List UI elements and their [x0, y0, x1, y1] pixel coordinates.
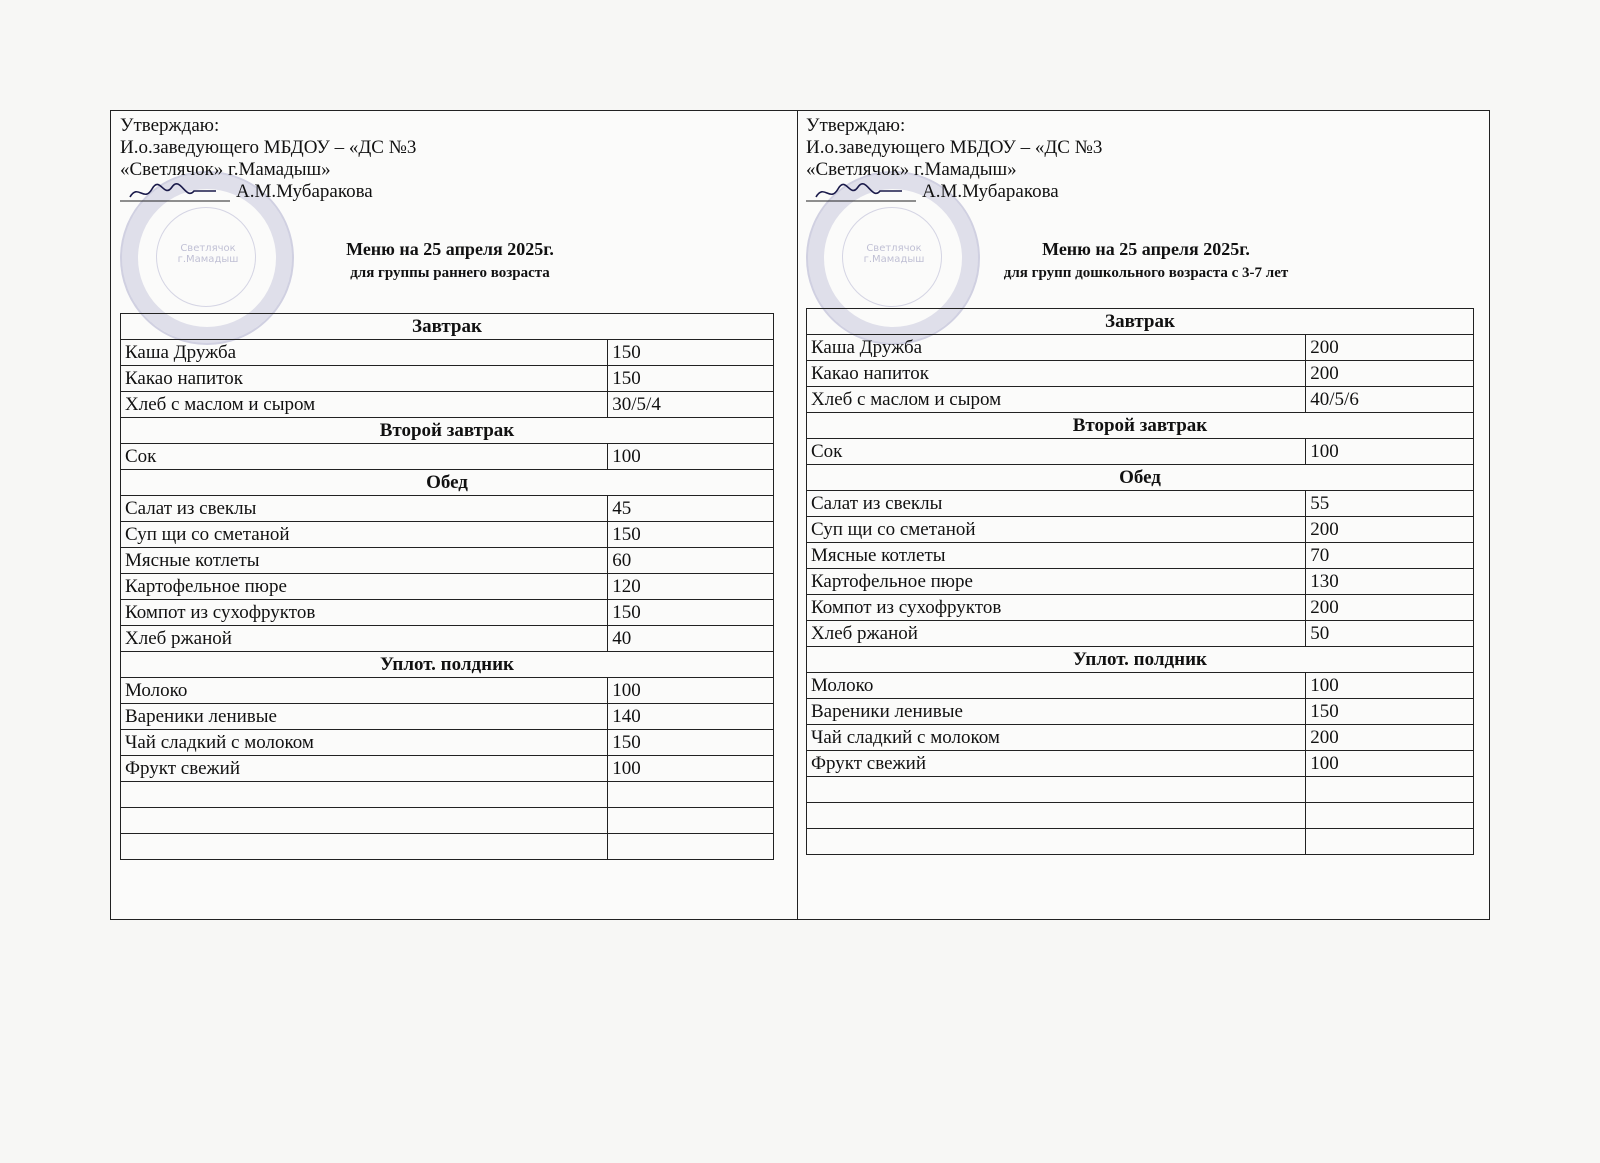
approval-organization: «Светлячок» г.Мамадыш»	[120, 159, 331, 180]
dish-name: Картофельное пюре	[807, 569, 1306, 595]
portion-size: 50	[1306, 621, 1474, 647]
table-row	[121, 340, 774, 366]
dish-name: Фрукт свежий	[807, 751, 1306, 777]
signature-line	[806, 181, 1102, 203]
table-row	[807, 803, 1474, 829]
portion-size	[1306, 829, 1474, 855]
menu-sheet	[110, 110, 1490, 920]
section-title: Обед	[807, 465, 1474, 491]
portion-size: 200	[1306, 595, 1474, 621]
table-row	[121, 366, 774, 392]
portion-size: 45	[608, 496, 774, 522]
dish-name: Вареники ленивые	[121, 704, 608, 730]
stamp-text: Светлячок г.Мамадыш	[863, 243, 925, 265]
dish-name	[807, 777, 1306, 803]
dish-name: Хлеб ржаной	[807, 621, 1306, 647]
approval-block	[806, 115, 1102, 203]
portion-size: 150	[608, 522, 774, 548]
table-row	[807, 673, 1474, 699]
dish-name: Вареники ленивые	[807, 699, 1306, 725]
portion-size	[608, 808, 774, 834]
section-row	[807, 309, 1474, 335]
section-title: Обед	[121, 470, 774, 496]
section-row	[121, 418, 774, 444]
approval-position: И.о.заведующего МБДОУ – «ДС №3	[806, 137, 1103, 158]
portion-size: 100	[1306, 439, 1474, 465]
stamp-text: Светлячок г.Мамадыш	[177, 243, 239, 265]
table-row	[121, 808, 774, 834]
table-row	[807, 439, 1474, 465]
table-row	[807, 569, 1474, 595]
portion-size: 150	[608, 600, 774, 626]
menu-table	[806, 308, 1474, 855]
portion-size: 200	[1306, 335, 1474, 361]
portion-size	[608, 782, 774, 808]
dish-name	[807, 829, 1306, 855]
section-title: Уплот. полдник	[807, 647, 1474, 673]
dish-name: Компот из сухофруктов	[807, 595, 1306, 621]
portion-size: 30/5/4	[608, 392, 774, 418]
dish-name	[121, 782, 608, 808]
table-row	[121, 678, 774, 704]
table-row	[807, 517, 1474, 543]
portion-size: 40/5/6	[1306, 387, 1474, 413]
table-row	[807, 335, 1474, 361]
table-row	[121, 392, 774, 418]
menu-heading	[280, 237, 620, 285]
dish-name: Какао напиток	[807, 361, 1306, 387]
table-row	[121, 600, 774, 626]
portion-size: 100	[608, 756, 774, 782]
table-row	[807, 699, 1474, 725]
table-row	[807, 387, 1474, 413]
portion-size: 120	[608, 574, 774, 600]
dish-name: Каша Дружба	[807, 335, 1306, 361]
dish-name: Суп щи со сметаной	[807, 517, 1306, 543]
portion-size	[608, 834, 774, 860]
section-row	[121, 314, 774, 340]
table-row	[807, 543, 1474, 569]
approval-organization: «Светлячок» г.Мамадыш»	[806, 159, 1017, 180]
signature-line	[120, 181, 416, 203]
portion-size: 150	[608, 366, 774, 392]
section-row	[807, 465, 1474, 491]
table-row	[807, 621, 1474, 647]
dish-name: Молоко	[121, 678, 608, 704]
table-row	[121, 626, 774, 652]
portion-size: 40	[608, 626, 774, 652]
section-title: Завтрак	[807, 309, 1474, 335]
dish-name: Салат из свеклы	[807, 491, 1306, 517]
dish-name: Суп щи со сметаной	[121, 522, 608, 548]
dish-name: Сок	[807, 439, 1306, 465]
portion-size: 200	[1306, 725, 1474, 751]
signer-name: А.М.Мубаракова	[236, 181, 373, 202]
portion-size: 70	[1306, 543, 1474, 569]
dish-name: Салат из свеклы	[121, 496, 608, 522]
table-row	[121, 782, 774, 808]
dish-name: Мясные котлеты	[121, 548, 608, 574]
approval-line: Утверждаю:	[806, 115, 906, 136]
menu-title: Меню на 25 апреля 2025г.	[346, 239, 554, 259]
table-row	[121, 444, 774, 470]
menu-table	[120, 313, 774, 860]
dish-name: Хлеб с маслом и сыром	[121, 392, 608, 418]
dish-name: Хлеб с маслом и сыром	[807, 387, 1306, 413]
menu-subtitle: для группы раннего возраста	[350, 265, 550, 281]
dish-name: Каша Дружба	[121, 340, 608, 366]
table-row	[807, 595, 1474, 621]
table-row	[121, 756, 774, 782]
section-title: Уплот. полдник	[121, 652, 774, 678]
section-row	[121, 470, 774, 496]
signer-name: А.М.Мубаракова	[922, 181, 1059, 202]
table-row	[121, 548, 774, 574]
portion-size: 130	[1306, 569, 1474, 595]
menu-title: Меню на 25 апреля 2025г.	[1042, 239, 1250, 259]
portion-size: 100	[1306, 751, 1474, 777]
section-row	[121, 652, 774, 678]
portion-size: 100	[608, 678, 774, 704]
section-title: Завтрак	[121, 314, 774, 340]
dish-name: Картофельное пюре	[121, 574, 608, 600]
dish-name	[121, 834, 608, 860]
table-row	[807, 491, 1474, 517]
portion-size: 100	[1306, 673, 1474, 699]
dish-name: Компот из сухофруктов	[121, 600, 608, 626]
dish-name: Какао напиток	[121, 366, 608, 392]
section-title: Второй завтрак	[807, 413, 1474, 439]
table-row	[121, 704, 774, 730]
section-row	[807, 647, 1474, 673]
dish-name	[121, 808, 608, 834]
dish-name: Сок	[121, 444, 608, 470]
approval-position: И.о.заведующего МБДОУ – «ДС №3	[120, 137, 417, 158]
portion-size: 60	[608, 548, 774, 574]
portion-size: 140	[608, 704, 774, 730]
approval-line: Утверждаю:	[120, 115, 220, 136]
portion-size	[1306, 777, 1474, 803]
table-row	[807, 725, 1474, 751]
table-row	[121, 730, 774, 756]
portion-size: 100	[608, 444, 774, 470]
approval-block	[120, 115, 416, 203]
table-row	[121, 522, 774, 548]
dish-name: Молоко	[807, 673, 1306, 699]
dish-name: Чай сладкий с молоком	[807, 725, 1306, 751]
table-row	[807, 751, 1474, 777]
dish-name: Мясные котлеты	[807, 543, 1306, 569]
portion-size	[1306, 803, 1474, 829]
signature-icon	[806, 181, 916, 203]
table-row	[807, 777, 1474, 803]
portion-size: 150	[608, 340, 774, 366]
section-row	[807, 413, 1474, 439]
portion-size: 200	[1306, 361, 1474, 387]
portion-size: 150	[1306, 699, 1474, 725]
dish-name: Фрукт свежий	[121, 756, 608, 782]
portion-size: 55	[1306, 491, 1474, 517]
table-row	[121, 574, 774, 600]
panel-divider	[797, 111, 798, 919]
section-title: Второй завтрак	[121, 418, 774, 444]
portion-size: 150	[608, 730, 774, 756]
table-row	[121, 834, 774, 860]
table-row	[121, 496, 774, 522]
signature-icon	[120, 181, 230, 203]
portion-size: 200	[1306, 517, 1474, 543]
dish-name: Хлеб ржаной	[121, 626, 608, 652]
dish-name	[807, 803, 1306, 829]
menu-heading	[926, 237, 1366, 285]
dish-name: Чай сладкий с молоком	[121, 730, 608, 756]
table-row	[807, 361, 1474, 387]
table-row	[807, 829, 1474, 855]
menu-subtitle: для групп дошкольного возраста с 3-7 лет	[1003, 265, 1289, 281]
